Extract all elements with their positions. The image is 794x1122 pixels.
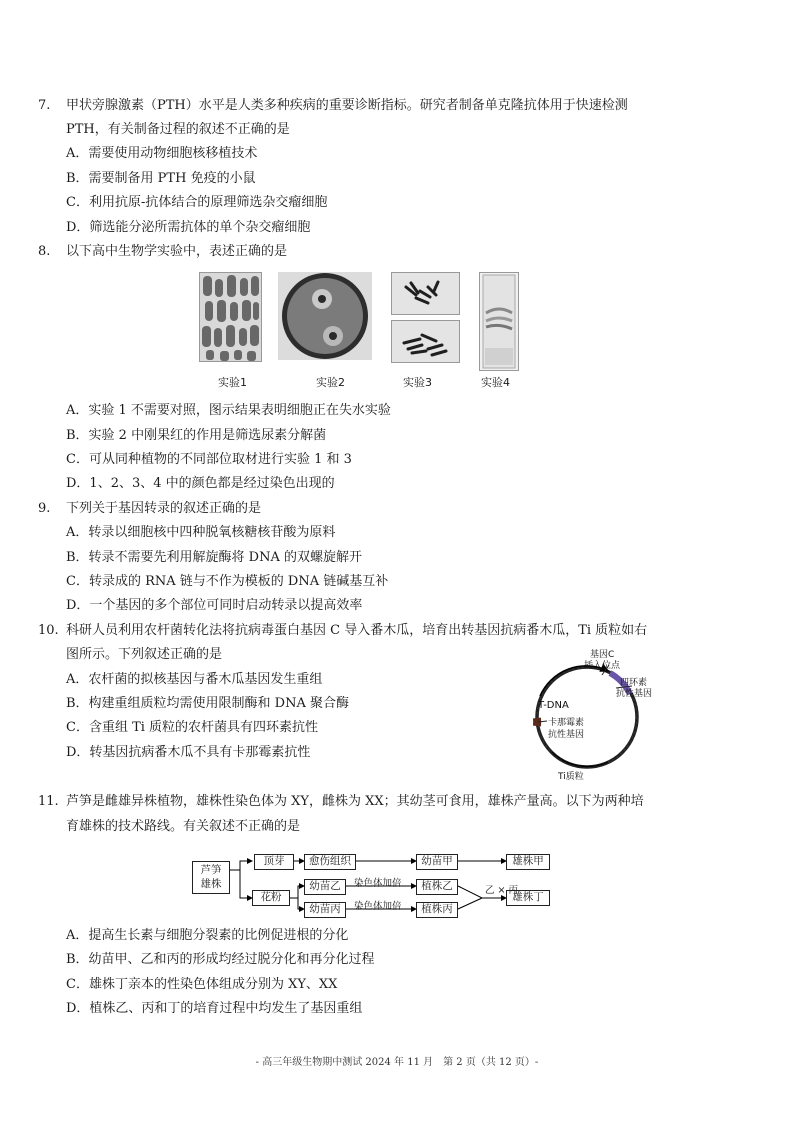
source-label-1: 芦笋 <box>200 864 222 876</box>
question-9-option-a: A．转录以细胞核中四种脱氧核糖核苷酸为原料 <box>66 525 336 540</box>
plant-b-box: 植株乙 <box>416 879 458 895</box>
insertion-site-label: 插入位点 <box>584 661 621 671</box>
experiment-3-image-bottom <box>391 320 460 363</box>
question-11-option-b: B．幼苗甲、乙和丙的形成均经过脱分化和再分化过程 <box>66 952 375 967</box>
chromosome-doubling-label-1: 染色体加倍 <box>354 878 402 889</box>
question-7-option-d: D．筛选能分泌所需抗体的单个杂交瘤细胞 <box>66 220 311 235</box>
question-10-number: 10. <box>38 623 59 638</box>
t-dna-label: T-DNA <box>538 700 569 711</box>
question-10-option-a: A．农杆菌的拟核基因与番木瓜基因发生重组 <box>66 672 323 687</box>
question-7-option-c: C．利用抗原-抗体结合的原理筛选杂交瘤细胞 <box>66 195 328 210</box>
question-8-option-d: D．1、2、3、4 中的颜色都是经过染色出现的 <box>66 476 335 491</box>
source-asparagus-male-box <box>192 861 230 894</box>
question-8-number: 8. <box>38 244 51 259</box>
male-d-box: 雄株丁 <box>506 890 550 906</box>
callus-box: 愈伤组织 <box>304 854 356 870</box>
experiment-4-caption: 实验4 <box>481 376 510 389</box>
question-9-number: 9. <box>38 501 51 516</box>
source-label-2: 雄株 <box>200 878 222 890</box>
plant-c-box: 植株丙 <box>416 902 458 918</box>
chromosome-image-bottom <box>392 321 459 362</box>
question-9-stem: 下列关于基因转录的叙述正确的是 <box>66 501 262 516</box>
cell-pattern-image <box>200 273 261 361</box>
kanamycin-label-1: 卡那霉素 <box>548 718 585 728</box>
question-7-stem-line2: PTH，有关制备过程的叙述不正确的是 <box>66 122 290 137</box>
cross-label: 乙 × 丙 <box>485 885 518 896</box>
seedling-b-box: 幼苗乙 <box>304 879 346 895</box>
chromatography-image <box>480 273 518 370</box>
question-10-stem-line1: 科研人员利用农杆菌转化法将抗病毒蛋白基因 C 导入番木瓜，培育出转基因抗病番木瓜，Ti 质粒如右 <box>66 623 648 638</box>
seedling-c-box: 幼苗丙 <box>304 902 346 918</box>
gene-c-label: 基因C <box>590 650 615 660</box>
question-11-stem-line2: 育雄株的技术路线。有关叙述不正确的是 <box>66 819 301 834</box>
question-10-option-b: B．构建重组质粒均需使用限制酶和 DNA 聚合酶 <box>66 696 350 711</box>
question-9-option-b: B．转录不需要先利用解旋酶将 DNA 的双螺旋解开 <box>66 550 363 565</box>
question-7-stem-line1: 甲状旁腺激素（PTH）水平是人类多种疾病的重要诊断指标。研究者制备单克隆抗体用于快速检测 <box>66 98 628 113</box>
chromosome-image-top <box>392 273 459 314</box>
question-10-stem-line2: 图所示。下列叙述正确的是 <box>66 647 223 662</box>
question-8-stem: 以下高中生物学实验中，表述正确的是 <box>66 244 288 259</box>
experiment-1-micrograph <box>199 272 262 362</box>
experiment-2-caption: 实验2 <box>316 376 345 389</box>
question-9-option-c: C．转录成的 RNA 链与不作为模板的 DNA 链碱基互补 <box>66 574 389 589</box>
terminal-bud-box: 顶芽 <box>254 854 294 870</box>
experiment-2-petri-dish <box>278 272 372 360</box>
ti-plasmid-label: Ti质粒 <box>558 772 584 782</box>
seedling-a-box: 幼苗甲 <box>416 854 458 870</box>
chromosome-doubling-label-2: 染色体加倍 <box>354 901 402 912</box>
question-11-number: 11. <box>38 794 59 809</box>
question-7-number: 7. <box>38 98 51 113</box>
experiment-3-image-top <box>391 272 460 315</box>
question-8-option-a: A．实验 1 不需要对照，图示结果表明细胞正在失水实验 <box>66 403 391 418</box>
kanamycin-label-2: 抗性基因 <box>548 730 585 740</box>
ti-plasmid-diagram <box>512 648 672 783</box>
question-11-option-c: C．雄株丁亲本的性染色体组成分别为 XY、XX <box>66 977 338 992</box>
question-11-option-d: D．植株乙、丙和丁的培育过程中均发生了基因重组 <box>66 1001 363 1016</box>
question-11-option-a: A．提高生长素与细胞分裂素的比例促进根的分化 <box>66 928 349 943</box>
question-7-option-b: B．需要制备用 PTH 免疫的小鼠 <box>66 171 256 186</box>
experiment-4-chromatography-strip <box>479 272 519 371</box>
tetracycline-label-1: 四环素 <box>620 678 648 688</box>
question-7-option-a: A．需要使用动物细胞核移植技术 <box>66 146 258 161</box>
male-a-box: 雄株甲 <box>506 854 550 870</box>
pollen-box: 花粉 <box>252 890 290 906</box>
page-footer: - 高三年级生物期中测试 2024 年 11 月 第 2 页（共 12 页）- <box>255 1057 539 1068</box>
tetracycline-label-2: 抗性基因 <box>616 689 653 699</box>
question-9-option-d: D．一个基因的多个部位可同时启动转录以提高效率 <box>66 598 363 613</box>
experiment-3-caption: 实验3 <box>403 376 432 389</box>
experiment-1-caption: 实验1 <box>218 376 247 389</box>
petri-dish-image <box>278 272 372 360</box>
question-8-option-b: B．实验 2 中刚果红的作用是筛选尿素分解菌 <box>66 428 327 443</box>
question-11-stem-line1: 芦笋是雌雄异株植物，雄株性染色体为 XY，雌株为 XX；其幼茎可食用，雄株产量高。以下为两种培 <box>66 794 644 809</box>
question-10-option-d: D．转基因抗病番木瓜不具有卡那霉素抗性 <box>66 745 311 760</box>
question-8-option-c: C．可从同种植物的不同部位取材进行实验 1 和 3 <box>66 452 352 467</box>
question-10-option-c: C．含重组 Ti 质粒的农杆菌具有四环素抗性 <box>66 720 319 735</box>
